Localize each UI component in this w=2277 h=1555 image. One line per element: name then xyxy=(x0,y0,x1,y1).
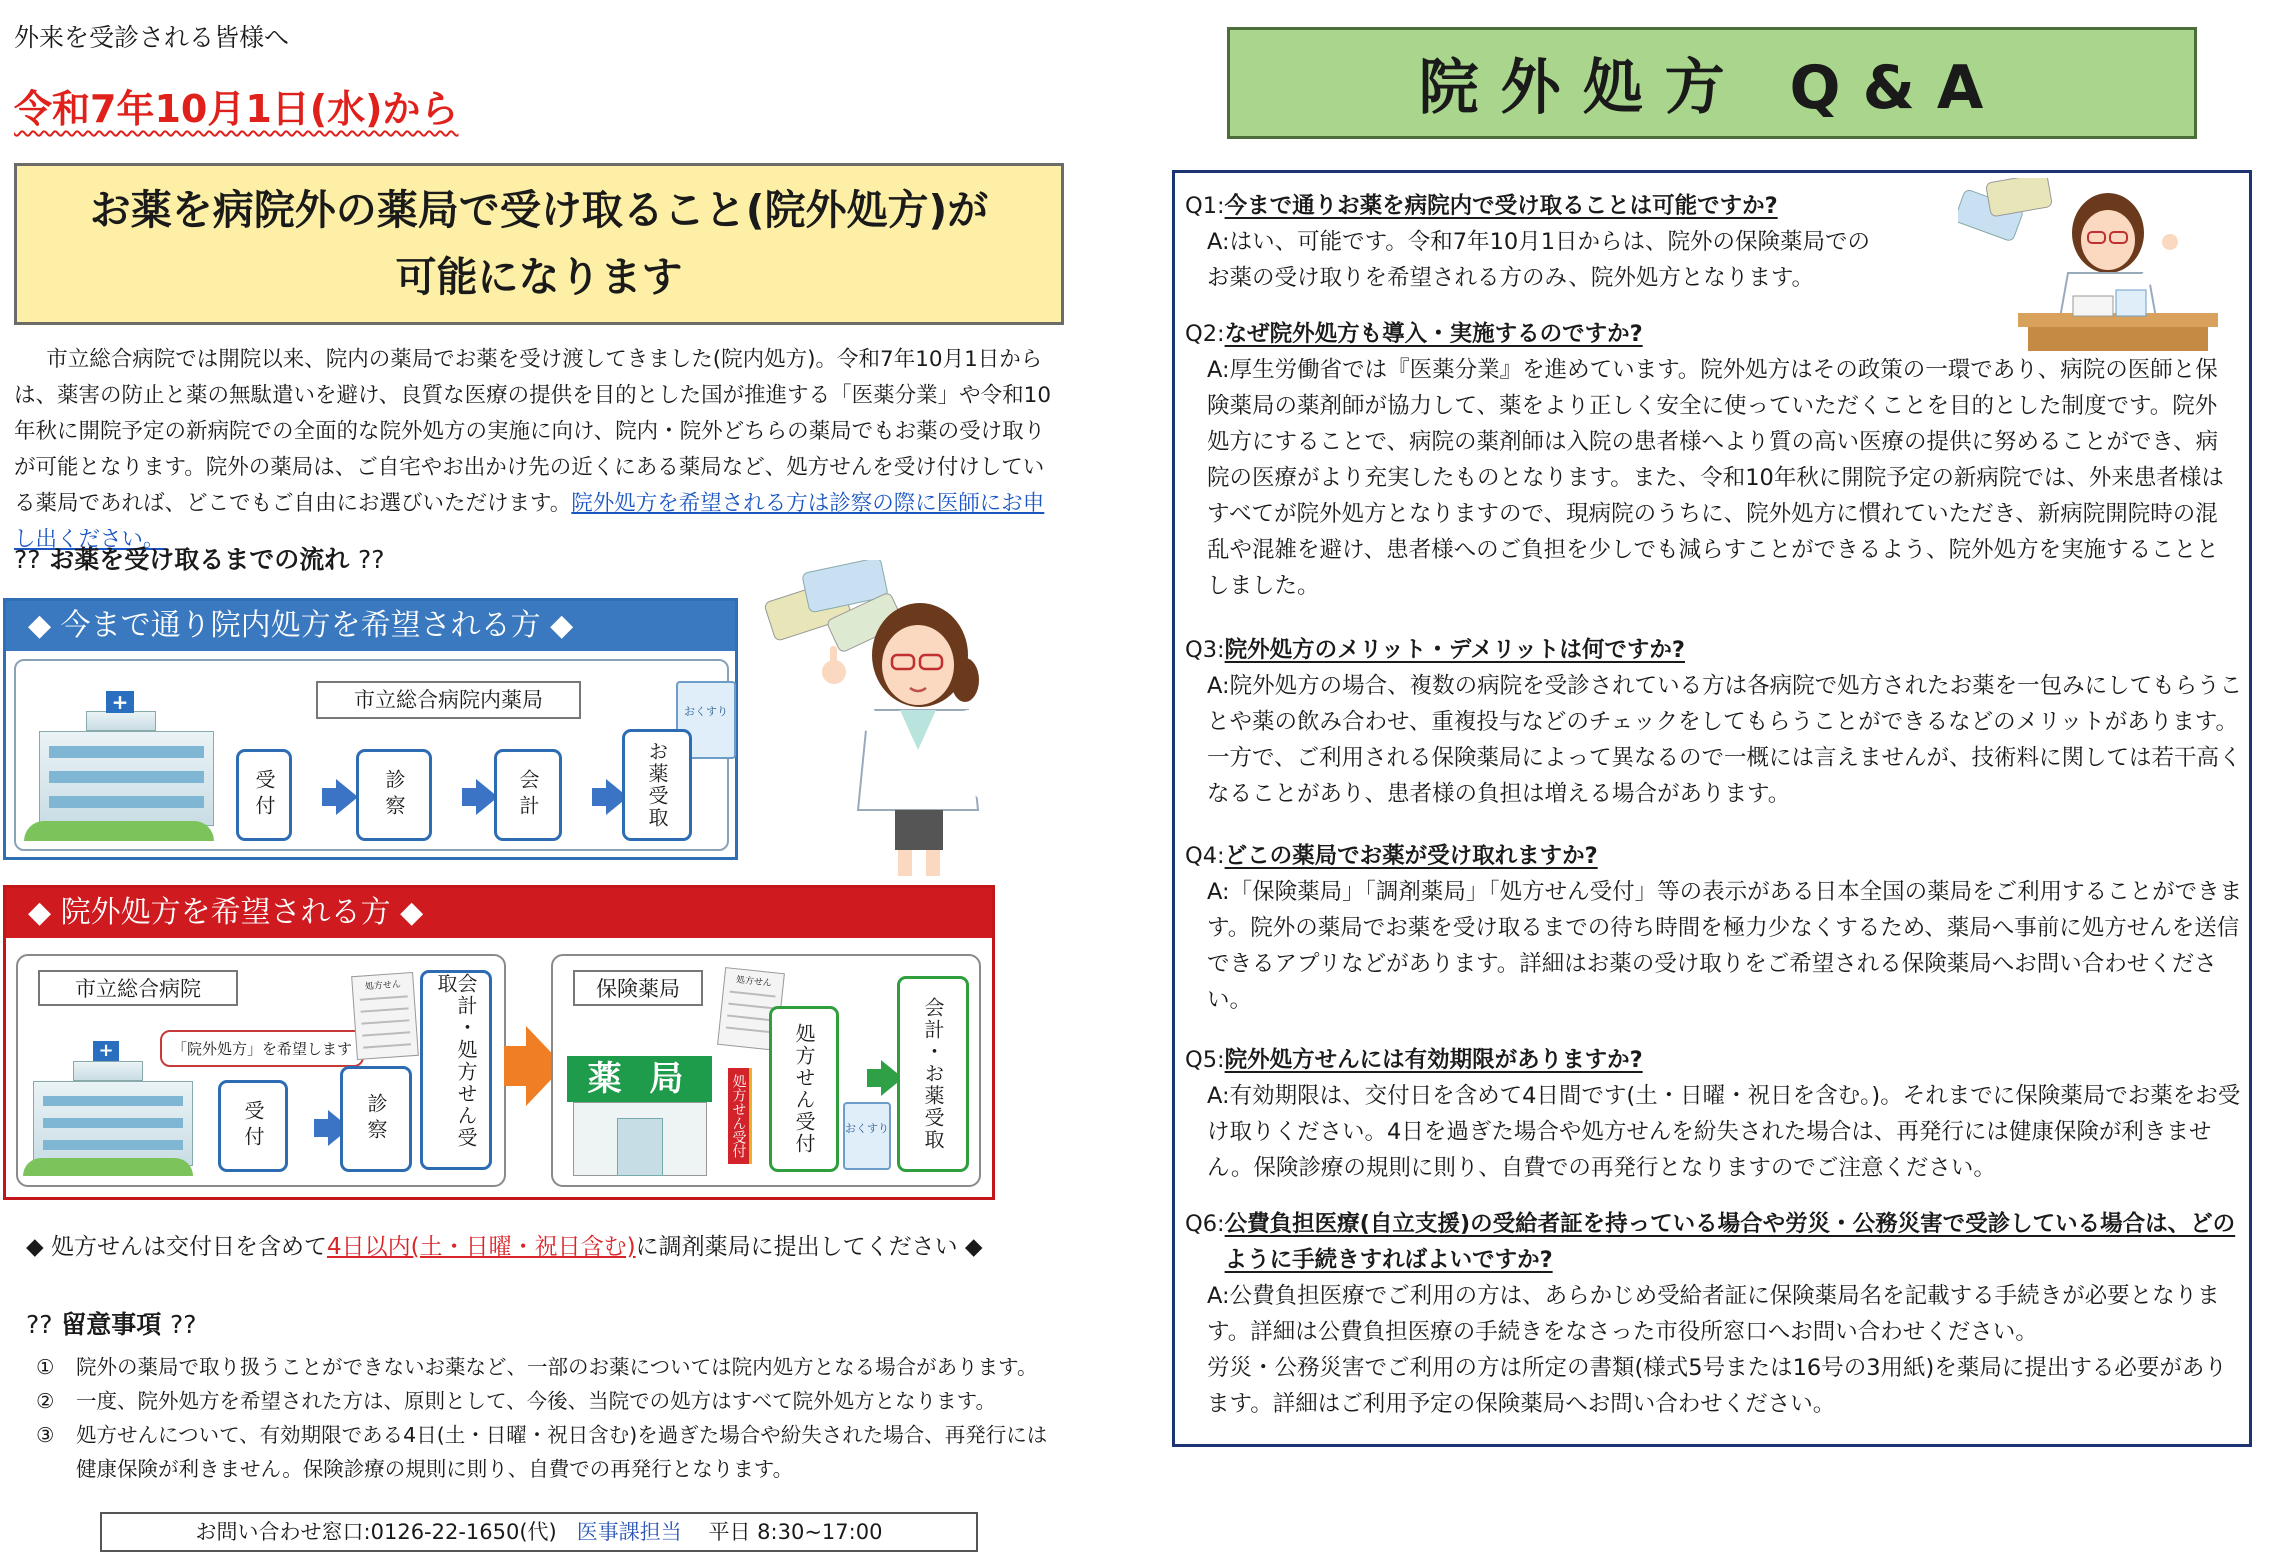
outhouse-step-payment-prescription: 会計・処方せん受取 xyxy=(420,970,492,1170)
outhouse-step-exam: 診察 xyxy=(340,1066,412,1172)
list-item xyxy=(36,1350,1066,1384)
outhouse-hospital-label: 市立総合病院 xyxy=(38,970,238,1006)
medicine-bag-label: おくすり xyxy=(684,705,728,718)
medicine-bag-icon xyxy=(843,1102,891,1170)
qa-item-5 xyxy=(1185,1042,2245,1186)
flow-heading-suffix: ?? xyxy=(358,545,385,574)
notes-heading-text: 留意事項 xyxy=(61,1310,162,1339)
note-number: ③ xyxy=(36,1423,55,1447)
deadline-prefix: ◆ 処方せんは交付日を含めて xyxy=(26,1234,327,1260)
qa-answer: A:はい、可能です。令和7年10月1日からは、院外の保険薬局での お薬の受け取りを希望される方のみ、院外処方となります。 xyxy=(1207,229,1871,291)
pharmacist-illustration xyxy=(760,560,1030,880)
headline-line-2: 可能になります xyxy=(395,253,683,301)
intro-text: 市立総合病院では開院以来、院内の薬局でお薬を受け渡してきました(院内処方)。令和7年10月1日からは、薬害の防止と薬の無駄遣いを避け、良質な医療の提供を目的とした国が推進する「医薬分業」や令和10年秋に開院予定の新病院での全面的な院外処方の実施に向け、院内・院外どちらの薬局でもお薬の受け取りが可能となります。院外の薬局は、ご自宅やお出かけ先の近くにある薬局など、処方せんを受け付けしている薬局であれば、どこでもご自由にお選びいただけます。 xyxy=(14,347,1052,516)
outhouse-pharmacy-label: 保険薬局 xyxy=(573,970,703,1006)
qa-question: どこの薬局でお薬が受け取れますか? xyxy=(1224,843,1598,869)
prescription-icon xyxy=(351,972,419,1060)
arrow-right-icon xyxy=(336,779,358,815)
contact-phone: お問い合わせ窓口:0126-22-1650(代) xyxy=(195,1520,557,1544)
intro-link[interactable]: 院外処方を希望される方は診察の際に医師にお申し出ください。 xyxy=(14,491,1045,552)
outhouse-pharmacy-box xyxy=(551,954,981,1187)
qa-title: 院外処方 Q&A xyxy=(1418,53,2006,123)
notes-heading xyxy=(26,1305,197,1341)
hospital-building-icon: + xyxy=(24,691,214,841)
qa-answer: A:有効期限は、交付日を含めて4日間です(土・日曜・祝日を含む。)。それまでに保険薬局でお薬をお受け取りください。4日を過ぎた場合や処方せんを紛失された場合は、再発行には健康保険が利きません。保険診療の規則に則り、自費での再発行となりますのでご注意ください。 xyxy=(1207,1083,2241,1181)
qa-item-2 xyxy=(1185,316,2245,604)
note-text: 院外の薬局で取り扱うことができないお薬など、一部のお薬については院内処方となる場合があります。 xyxy=(76,1355,1038,1379)
pharmacy-flag: 処方せん受付 xyxy=(728,1068,752,1164)
qa-question: 院外処方せんには有効期限がありますか? xyxy=(1224,1047,1643,1073)
qa-item-1 xyxy=(1185,188,2245,296)
outhouse-title: ◆ 院外処方を希望される方 ◆ xyxy=(6,888,992,938)
inhouse-pharmacy-label: 市立総合病院内薬局 xyxy=(316,681,581,719)
note-text: 処方せんについて、有効期限である4日(土・日曜・祝日含む)を過ぎた場合や紛失された場合、再発行には健康保険が利きません。保険診療の規則に則り、自費での再発行となります。 xyxy=(76,1423,1048,1481)
contact-box xyxy=(100,1512,978,1552)
qa-label: Q3: xyxy=(1185,637,1225,663)
outhouse-hospital-box xyxy=(16,954,506,1187)
deadline-suffix: に調剤薬局に提出してください ◆ xyxy=(635,1234,983,1260)
qa-answer: A:院外処方の場合、複数の病院を受診されている方は各病院で処方されたお薬を一包みにしてもらうことや薬の飲み合わせ、重複投与などのチェックをしてもらうことができるなどのメリットがあります。一方で、ご利用される保険薬局によって異なるので一概には言えませんが、技術料に関しては若干高くなることがあり、患者様の負担は増える場合があります。 xyxy=(1207,673,2243,807)
qa-answer: A:厚生労働省では『医薬分業』を進めています。院外処方はその政策の一環であり、病院の医師と保険薬局の薬剤師が協力して、薬をより正しく安全に使っていただくことを目的とした制度です。院外処方にすることで、病院の薬剤師は入院の患者様へより質の高い医療の提供に努めることができ、病院の医療がより充実したものとなります。また、令和10年秋に開院予定の新病院では、外来患者様はすべてが院外処方となりますので、現病院のうちに、院外処方に慣れていただき、新病院開院時の混乱や混雑を避け、患者様へのご負担を少しでも減らすことができるよう、院外処方を実施することとしました。 xyxy=(1207,357,2224,599)
prescription-caption: 処方せん xyxy=(364,979,402,993)
inhouse-step-reception: 受付 xyxy=(236,749,292,841)
flow-heading xyxy=(14,540,385,576)
headline-box xyxy=(14,163,1064,325)
qa-label: Q4: xyxy=(1185,843,1225,869)
pharmacy-building-icon xyxy=(567,1056,727,1176)
note-number: ① xyxy=(36,1355,55,1379)
start-date: 令和7年10月1日(水)から xyxy=(14,87,459,131)
qa-title-box xyxy=(1227,27,2197,139)
greeting: 外来を受診される皆様へ xyxy=(14,23,290,52)
inhouse-step-payment: 会計 xyxy=(494,749,562,841)
qa-label: Q5: xyxy=(1185,1047,1225,1073)
outhouse-request-callout: 「院外処方」を希望します xyxy=(160,1030,364,1067)
flow-heading-text: お薬を受け取るまでの流れ xyxy=(49,545,350,574)
qa-answer: A:公費負担医療でご利用の方は、あらかじめ受給者証に保険薬局名を記載する手続きが必要となります。詳細は公費負担医療の手続きをなさった市役所窓口へお問い合わせください。 労災・公務災害でご利用の方は所定の書類(様式5号または16号の3用紙)を薬局に提出する必要があります。詳細はご利用予定の保険薬局へお問い合わせください。 xyxy=(1207,1283,2227,1417)
notes-list xyxy=(36,1350,1066,1486)
qa-answer: A:「保険薬局」「調剤薬局」「処方せん受付」等の表示がある日本全国の薬局をご利用することができます。院外の薬局でお薬を受け取るまでの待ち時間を極力少なくするため、薬局へ事前に処方せんを送信できるアプリなどがあります。詳細はお薬の受け取りをご希望される保険薬局へお問い合わせください。 xyxy=(1207,879,2243,1013)
qa-label: Q1: xyxy=(1185,193,1225,219)
outhouse-panel xyxy=(3,885,995,1200)
inhouse-flow xyxy=(14,659,729,851)
notes-heading-suffix: ?? xyxy=(170,1310,197,1339)
note-text: 一度、院外処方を希望された方は、原則として、今後、当院での処方はすべて院外処方となります。 xyxy=(76,1389,997,1413)
headline-line-1: お薬を病院外の薬局で受け取ること(院外処方)が xyxy=(89,186,989,234)
qa-item-6 xyxy=(1185,1206,2245,1422)
outhouse-step-payment-pickup: 会計・お薬受取 xyxy=(897,976,969,1172)
contact-hours: 平日 8:30~17:00 xyxy=(708,1520,883,1544)
notes-heading-prefix: ?? xyxy=(26,1310,53,1339)
pharmacy-sign: 薬 局 xyxy=(567,1056,712,1102)
deadline-highlight: 4日以内(土・日曜・祝日含む) xyxy=(327,1234,636,1260)
contact-department: 医事課担当 xyxy=(576,1520,682,1544)
outhouse-step-reception: 受付 xyxy=(218,1080,288,1172)
inhouse-title: ◆ 今まで通り院内処方を希望される方 ◆ xyxy=(6,601,735,651)
qa-item-4 xyxy=(1185,838,2245,1018)
qa-label: Q6: xyxy=(1185,1211,1225,1237)
note-number: ② xyxy=(36,1389,55,1413)
qa-question: 公費負担医療(自立支援)の受給者証を持っている場合や労災・公務災害で受診している場合は、どのように手続きすればよいですか? xyxy=(1224,1211,2236,1273)
qa-question: 院外処方のメリット・デメリットは何ですか? xyxy=(1224,637,1685,663)
inhouse-panel xyxy=(3,598,738,860)
qa-item-3 xyxy=(1185,632,2245,812)
list-item xyxy=(36,1384,1066,1418)
intro-paragraph xyxy=(14,342,1064,558)
prescription-deadline-note xyxy=(26,1228,983,1261)
flow-heading-prefix: ?? xyxy=(14,545,41,574)
qa-label: Q2: xyxy=(1185,321,1225,347)
inhouse-step-pickup: お薬受取 xyxy=(622,729,692,841)
medicine-bag-label: おくすり xyxy=(845,1122,889,1135)
inhouse-step-exam: 診察 xyxy=(356,749,432,841)
qa-question: 今まで通りお薬を病院内で受け取ることは可能ですか? xyxy=(1224,193,1778,219)
hospital-building-icon: + xyxy=(23,1036,193,1176)
prescription-caption: 処方せん xyxy=(735,975,773,990)
list-item xyxy=(36,1418,1066,1486)
outhouse-step-prescription-reception: 処方せん受付 xyxy=(769,1006,839,1172)
qa-question: なぜ院外処方も導入・実施するのですか? xyxy=(1224,321,1643,347)
